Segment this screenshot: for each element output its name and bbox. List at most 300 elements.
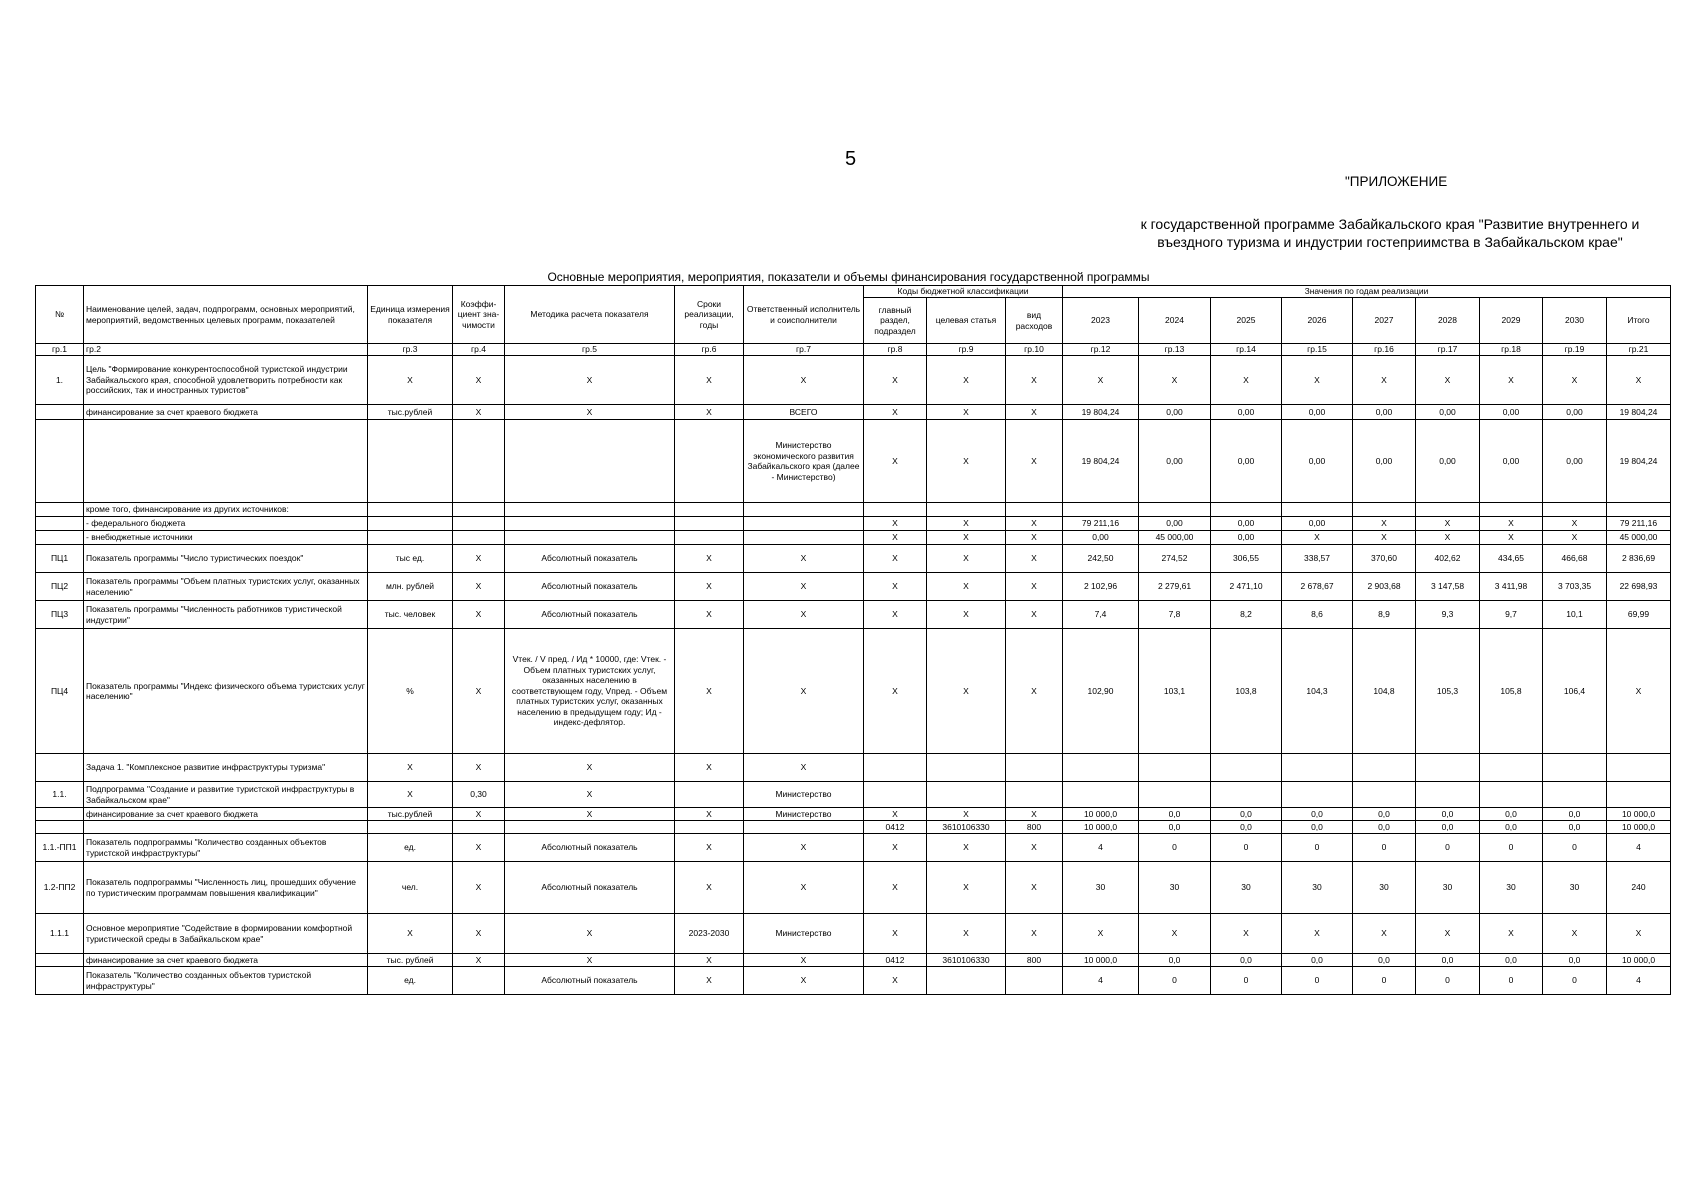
table-cell: X — [864, 573, 927, 601]
table-cell: X — [927, 808, 1006, 821]
table-cell: X — [505, 808, 675, 821]
table-cell: 0,0 — [1353, 954, 1416, 967]
table-cell: 0,0 — [1480, 821, 1543, 834]
table-cell — [1006, 754, 1063, 782]
table-cell: Министерство — [744, 808, 864, 821]
table-cell: X — [675, 862, 744, 914]
table-cell: ПЦ3 — [36, 601, 84, 629]
table-cell — [675, 517, 744, 531]
table-cell: 3610106330 — [927, 954, 1006, 967]
table-cell: 3610106330 — [927, 821, 1006, 834]
table-cell: 0,00 — [1282, 420, 1353, 503]
table-cell: X — [505, 914, 675, 954]
table-cell: гр.21 — [1607, 344, 1671, 356]
table-cell: 2 279,61 — [1139, 573, 1211, 601]
table-cell: 0,00 — [1353, 420, 1416, 503]
table-cell: X — [927, 517, 1006, 531]
table-cell: X — [453, 808, 505, 821]
table-cell: X — [1006, 834, 1063, 862]
table-cell: 0,0 — [1211, 954, 1282, 967]
table-cell — [36, 954, 84, 967]
table-cell: 0 — [1480, 967, 1543, 995]
table-cell: 30 — [1211, 862, 1282, 914]
header-year: 2025 — [1211, 298, 1282, 344]
table-cell: 10 000,0 — [1063, 821, 1139, 834]
table-cell — [864, 503, 927, 517]
table-cell: гр.8 — [864, 344, 927, 356]
table-cell: гр.7 — [744, 344, 864, 356]
table-cell — [675, 531, 744, 545]
header-year: 2028 — [1416, 298, 1480, 344]
table-cell: X — [1543, 914, 1607, 954]
table-cell: 0,00 — [1139, 420, 1211, 503]
table-row — [36, 808, 1671, 821]
table-cell — [744, 531, 864, 545]
table-cell: X — [1211, 914, 1282, 954]
table-cell: 4 — [1063, 967, 1139, 995]
table-cell: 0 — [1211, 834, 1282, 862]
table-cell: 0,0 — [1543, 808, 1607, 821]
header-coef: Коэффи-циент зна-чимости — [453, 286, 505, 344]
table-cell — [453, 420, 505, 503]
table-cell: X — [927, 531, 1006, 545]
table-cell — [1282, 503, 1353, 517]
table-cell — [1211, 754, 1282, 782]
table-cell — [1416, 754, 1480, 782]
header-year: 2026 — [1282, 298, 1353, 344]
table-cell — [1353, 782, 1416, 808]
table-cell: 2 102,96 — [1063, 573, 1139, 601]
table-cell: тыс.рублей — [368, 405, 453, 420]
table-cell: Показатель подпрограммы "Численность лиц, прошедших обучение по туристическим программам повышения квалификации" — [84, 862, 368, 914]
table-cell: 2 903,68 — [1353, 573, 1416, 601]
table-cell: 10 000,0 — [1607, 808, 1671, 821]
table-cell: 0 — [1353, 834, 1416, 862]
table-cell: Абсолютный показатель — [505, 967, 675, 995]
table-cell: Абсолютный показатель — [505, 573, 675, 601]
table-cell: 19 804,24 — [1063, 420, 1139, 503]
table-cell — [505, 503, 675, 517]
table-cell: X — [453, 834, 505, 862]
table-cell — [744, 517, 864, 531]
header-executor: Ответственный исполнитель и соисполнители — [744, 286, 864, 344]
table-cell: 2 471,10 — [1211, 573, 1282, 601]
program-table — [35, 285, 1671, 995]
table-cell: гр.18 — [1480, 344, 1543, 356]
table-cell: 0 — [1211, 967, 1282, 995]
table-cell: 2 836,69 — [1607, 545, 1671, 573]
header-code-target: целевая статья — [927, 298, 1006, 344]
table-row — [36, 821, 1671, 834]
table-cell: 0,00 — [1211, 405, 1282, 420]
table-cell: X — [744, 862, 864, 914]
table-cell — [505, 517, 675, 531]
table-cell: X — [1006, 531, 1063, 545]
table-cell: гр.13 — [1139, 344, 1211, 356]
table-cell: гр.9 — [927, 344, 1006, 356]
table-row — [36, 356, 1671, 405]
table-cell: X — [864, 356, 927, 405]
table-cell: Vтек. / V пред. / Ид * 10000, где: Vтек. - Объем платных туристских услуг, оказанных населению в соответствующем году, Vпред. - Объем платных туристских услуг, оказанных населению в предыдущем году; Ид - индекс-дефлятор. — [505, 629, 675, 754]
table-cell: гр.2 — [84, 344, 368, 356]
table-cell — [1063, 782, 1139, 808]
table-cell: гр.15 — [1282, 344, 1353, 356]
table-cell — [927, 754, 1006, 782]
table-cell: 30 — [1416, 862, 1480, 914]
table-cell: ВСЕГО — [744, 405, 864, 420]
table-cell: X — [1139, 914, 1211, 954]
table-cell: Абсолютный показатель — [505, 601, 675, 629]
table-cell: X — [744, 356, 864, 405]
table-cell — [368, 531, 453, 545]
table-cell: Министерство — [744, 914, 864, 954]
table-cell: тыс ед. — [368, 545, 453, 573]
table-cell: X — [744, 834, 864, 862]
table-cell: X — [675, 754, 744, 782]
table-cell: 69,99 — [1607, 601, 1671, 629]
table-cell: 1.2-ПП2 — [36, 862, 84, 914]
table-cell: X — [1480, 517, 1543, 531]
appendix-label: "ПРИЛОЖЕНИЕ — [1345, 174, 1448, 189]
table-row — [36, 405, 1671, 420]
table-cell: тыс. человек — [368, 601, 453, 629]
table-cell: X — [505, 405, 675, 420]
table-cell: 0,0 — [1282, 808, 1353, 821]
table-cell: 105,8 — [1480, 629, 1543, 754]
table-cell: X — [864, 531, 927, 545]
table-cell — [453, 517, 505, 531]
table-cell: X — [368, 914, 453, 954]
table-cell: X — [864, 629, 927, 754]
table-cell: 1.1.1 — [36, 914, 84, 954]
table-cell: Показатель подпрограммы "Количество созданных объектов туристской инфраструктуры" — [84, 834, 368, 862]
table-cell: X — [1543, 531, 1607, 545]
table-cell — [864, 754, 927, 782]
table-cell: гр.12 — [1063, 344, 1139, 356]
table-cell — [1063, 503, 1139, 517]
table-cell: X — [1006, 601, 1063, 629]
table-cell: 0,00 — [1353, 405, 1416, 420]
table-cell: X — [744, 601, 864, 629]
table-cell: 0,0 — [1480, 808, 1543, 821]
table-cell: 102,90 — [1063, 629, 1139, 754]
table-cell: X — [864, 517, 927, 531]
table-cell: 0412 — [864, 954, 927, 967]
table-cell — [84, 821, 368, 834]
table-cell: 79 211,16 — [1607, 517, 1671, 531]
table-cell: X — [505, 782, 675, 808]
table-cell — [1063, 754, 1139, 782]
table-cell: 1.1. — [36, 782, 84, 808]
header-year: 2029 — [1480, 298, 1543, 344]
table-cell: X — [927, 356, 1006, 405]
table-cell — [675, 782, 744, 808]
table-cell: Цель "Формирование конкурентоспособной туристской индустрии Забайкальского края, способной удовлетворить потребности как российских, так и иностранных туристов" — [84, 356, 368, 405]
header-year: 2027 — [1353, 298, 1416, 344]
table-cell: X — [1006, 629, 1063, 754]
table-cell — [1139, 754, 1211, 782]
table-cell — [453, 967, 505, 995]
table-cell: X — [927, 629, 1006, 754]
table-cell: 0,30 — [453, 782, 505, 808]
table-cell: 0,00 — [1543, 420, 1607, 503]
table-cell: 0,0 — [1416, 954, 1480, 967]
table-cell — [1006, 967, 1063, 995]
table-cell: X — [1006, 808, 1063, 821]
table-cell — [1006, 503, 1063, 517]
table-cell: Абсолютный показатель — [505, 862, 675, 914]
table-row — [36, 573, 1671, 601]
table-cell: 274,52 — [1139, 545, 1211, 573]
table-cell: 0 — [1480, 834, 1543, 862]
header-year: 2023 — [1063, 298, 1139, 344]
table-cell: X — [927, 862, 1006, 914]
table-cell: X — [864, 862, 927, 914]
table-cell: X — [864, 834, 927, 862]
table-cell: 106,4 — [1543, 629, 1607, 754]
header-year: 2030 — [1543, 298, 1607, 344]
table-cell — [36, 808, 84, 821]
table-cell: 0,00 — [1480, 420, 1543, 503]
table-cell — [368, 420, 453, 503]
table-cell: X — [864, 914, 927, 954]
table-cell — [368, 503, 453, 517]
table-cell: X — [675, 629, 744, 754]
table-cell — [864, 782, 927, 808]
table-cell: Абсолютный показатель — [505, 834, 675, 862]
table-cell: X — [864, 405, 927, 420]
header-term: Сроки реализации, годы — [675, 286, 744, 344]
table-cell: X — [453, 914, 505, 954]
table-cell — [368, 821, 453, 834]
table-cell: кроме того, финансирование из других источников: — [84, 503, 368, 517]
table-row — [36, 967, 1671, 995]
table-cell: финансирование за счет краевого бюджета — [84, 405, 368, 420]
table-cell: 1. — [36, 356, 84, 405]
table-cell: X — [864, 545, 927, 573]
table-cell: гр.1 — [36, 344, 84, 356]
table-cell: Показатель программы "Число туристических поездок" — [84, 545, 368, 573]
table-cell — [453, 503, 505, 517]
table-cell: тыс. рублей — [368, 954, 453, 967]
table-cell: 19 804,24 — [1607, 405, 1671, 420]
table-cell — [36, 754, 84, 782]
header-method: Методика расчета показателя — [505, 286, 675, 344]
table-cell: гр.17 — [1416, 344, 1480, 356]
table-cell: гр.14 — [1211, 344, 1282, 356]
table-cell: 9,3 — [1416, 601, 1480, 629]
table-cell: 800 — [1006, 954, 1063, 967]
table-cell: X — [1006, 405, 1063, 420]
table-cell — [453, 821, 505, 834]
table-cell — [1607, 754, 1671, 782]
table-cell: 4 — [1607, 834, 1671, 862]
table-cell: X — [744, 967, 864, 995]
table-cell: ед. — [368, 834, 453, 862]
table-cell: 240 — [1607, 862, 1671, 914]
table-cell — [927, 967, 1006, 995]
header-row-top — [36, 286, 1671, 298]
table-cell: Показатель "Количество созданных объектов туристской инфраструктуры" — [84, 967, 368, 995]
table-row — [36, 834, 1671, 862]
table-cell: X — [927, 573, 1006, 601]
table-cell: 22 698,93 — [1607, 573, 1671, 601]
table-cell: X — [927, 545, 1006, 573]
table-cell: 30 — [1480, 862, 1543, 914]
table-cell — [36, 531, 84, 545]
header-no: № — [36, 286, 84, 344]
table-cell: X — [1063, 356, 1139, 405]
table-cell: 10 000,0 — [1063, 808, 1139, 821]
table-row — [36, 503, 1671, 517]
table-cell — [1282, 754, 1353, 782]
table-cell: 0 — [1416, 834, 1480, 862]
appendix-subtitle — [1110, 215, 1670, 251]
table-cell: 3 703,35 — [1543, 573, 1607, 601]
table-cell: 0 — [1353, 967, 1416, 995]
table-cell: 105,3 — [1416, 629, 1480, 754]
table-cell: гр.19 — [1543, 344, 1607, 356]
appendix-subtitle-line-2: въездного туризма и индустрии гостеприимства в Забайкальском крае" — [1157, 234, 1623, 250]
table-cell: X — [368, 782, 453, 808]
table-cell: X — [675, 545, 744, 573]
table-cell — [744, 503, 864, 517]
table-cell: 30 — [1139, 862, 1211, 914]
table-row — [36, 531, 1671, 545]
table-cell: 2023-2030 — [675, 914, 744, 954]
table-title: Основные мероприятия, мероприятия, показатели и объемы финансирования государственной программы — [547, 270, 1150, 284]
table-cell: 306,55 — [1211, 545, 1282, 573]
table-cell: 8,6 — [1282, 601, 1353, 629]
table-cell — [1416, 782, 1480, 808]
table-cell: - внебюджетные источники — [84, 531, 368, 545]
table-cell: X — [1480, 356, 1543, 405]
table-cell: 30 — [1353, 862, 1416, 914]
table-cell: 0,0 — [1416, 821, 1480, 834]
table-cell: гр.6 — [675, 344, 744, 356]
table-cell: 9,7 — [1480, 601, 1543, 629]
table-cell: финансирование за счет краевого бюджета — [84, 954, 368, 967]
table-cell: X — [1006, 356, 1063, 405]
table-cell: 0,00 — [1139, 517, 1211, 531]
table-cell: X — [453, 629, 505, 754]
table-cell: 104,3 — [1282, 629, 1353, 754]
table-cell: гр.5 — [505, 344, 675, 356]
table-cell — [675, 821, 744, 834]
table-cell: Показатель программы "Объем платных туристских услуг, оказанных населению" — [84, 573, 368, 601]
table-cell: X — [1607, 629, 1671, 754]
table-cell — [675, 503, 744, 517]
table-cell: X — [505, 754, 675, 782]
table-cell: 103,1 — [1139, 629, 1211, 754]
table-cell — [1480, 503, 1543, 517]
table-cell — [1480, 782, 1543, 808]
table-cell: X — [453, 573, 505, 601]
table-cell: тыс.рублей — [368, 808, 453, 821]
table-cell: 0,0 — [1139, 954, 1211, 967]
table-cell: X — [1211, 356, 1282, 405]
table-cell: X — [453, 545, 505, 573]
table-row — [36, 601, 1671, 629]
page-number: 5 — [845, 148, 857, 170]
header-code-type: вид расходов — [1006, 298, 1063, 344]
table-cell — [675, 420, 744, 503]
table-cell — [1139, 782, 1211, 808]
table-cell: 0,0 — [1353, 821, 1416, 834]
table-cell — [1416, 503, 1480, 517]
table-cell: X — [675, 356, 744, 405]
table-cell: X — [927, 834, 1006, 862]
table-row — [36, 782, 1671, 808]
table-cell: X — [1353, 517, 1416, 531]
table-row — [36, 629, 1671, 754]
table-cell: X — [453, 862, 505, 914]
table-cell: млн. рублей — [368, 573, 453, 601]
table-cell: X — [675, 954, 744, 967]
table-cell: 0,00 — [1139, 405, 1211, 420]
table-cell: 0 — [1543, 834, 1607, 862]
table-cell: 7,8 — [1139, 601, 1211, 629]
header-budget-codes: Коды бюджетной классификации — [864, 286, 1063, 298]
table-cell: X — [675, 967, 744, 995]
table-cell: X — [1543, 517, 1607, 531]
table-cell: 4 — [1607, 967, 1671, 995]
table-cell: 3 147,58 — [1416, 573, 1480, 601]
table-cell: гр.4 — [453, 344, 505, 356]
table-cell: X — [744, 629, 864, 754]
table-cell: X — [1353, 531, 1416, 545]
table-cell — [1353, 503, 1416, 517]
table-cell: 10,1 — [1543, 601, 1607, 629]
table-cell: X — [864, 601, 927, 629]
table-cell: 0,00 — [1416, 420, 1480, 503]
table-cell — [1139, 503, 1211, 517]
table-cell: 30 — [1282, 862, 1353, 914]
table-cell: 0 — [1416, 967, 1480, 995]
table-cell: X — [1543, 356, 1607, 405]
table-cell: 8,9 — [1353, 601, 1416, 629]
table-cell: X — [1416, 531, 1480, 545]
table-cell — [36, 503, 84, 517]
table-cell — [505, 420, 675, 503]
table-cell: X — [927, 914, 1006, 954]
table-cell: % — [368, 629, 453, 754]
table-cell: гр.10 — [1006, 344, 1063, 356]
table-cell: X — [864, 420, 927, 503]
table-cell: гр.3 — [368, 344, 453, 356]
table-cell: Абсолютный показатель — [505, 545, 675, 573]
table-cell: X — [453, 601, 505, 629]
table-cell: 0,00 — [1282, 517, 1353, 531]
table-cell: X — [1416, 356, 1480, 405]
table-cell: 466,68 — [1543, 545, 1607, 573]
table-row — [36, 545, 1671, 573]
table-cell — [1006, 782, 1063, 808]
header-name: Наименование целей, задач, подпрограмм, основных мероприятий, мероприятий, ведомственных целевых программ, показателей — [84, 286, 368, 344]
table-cell: X — [744, 545, 864, 573]
table-cell: X — [675, 573, 744, 601]
table-cell — [453, 531, 505, 545]
table-cell: 434,65 — [1480, 545, 1543, 573]
header-total: Итого — [1607, 298, 1671, 344]
table-cell: X — [453, 954, 505, 967]
header-year: 2024 — [1139, 298, 1211, 344]
table-cell — [927, 782, 1006, 808]
table-cell: X — [675, 405, 744, 420]
table-cell: 0,0 — [1139, 821, 1211, 834]
table-cell: 30 — [1063, 862, 1139, 914]
table-cell: 0,0 — [1543, 821, 1607, 834]
